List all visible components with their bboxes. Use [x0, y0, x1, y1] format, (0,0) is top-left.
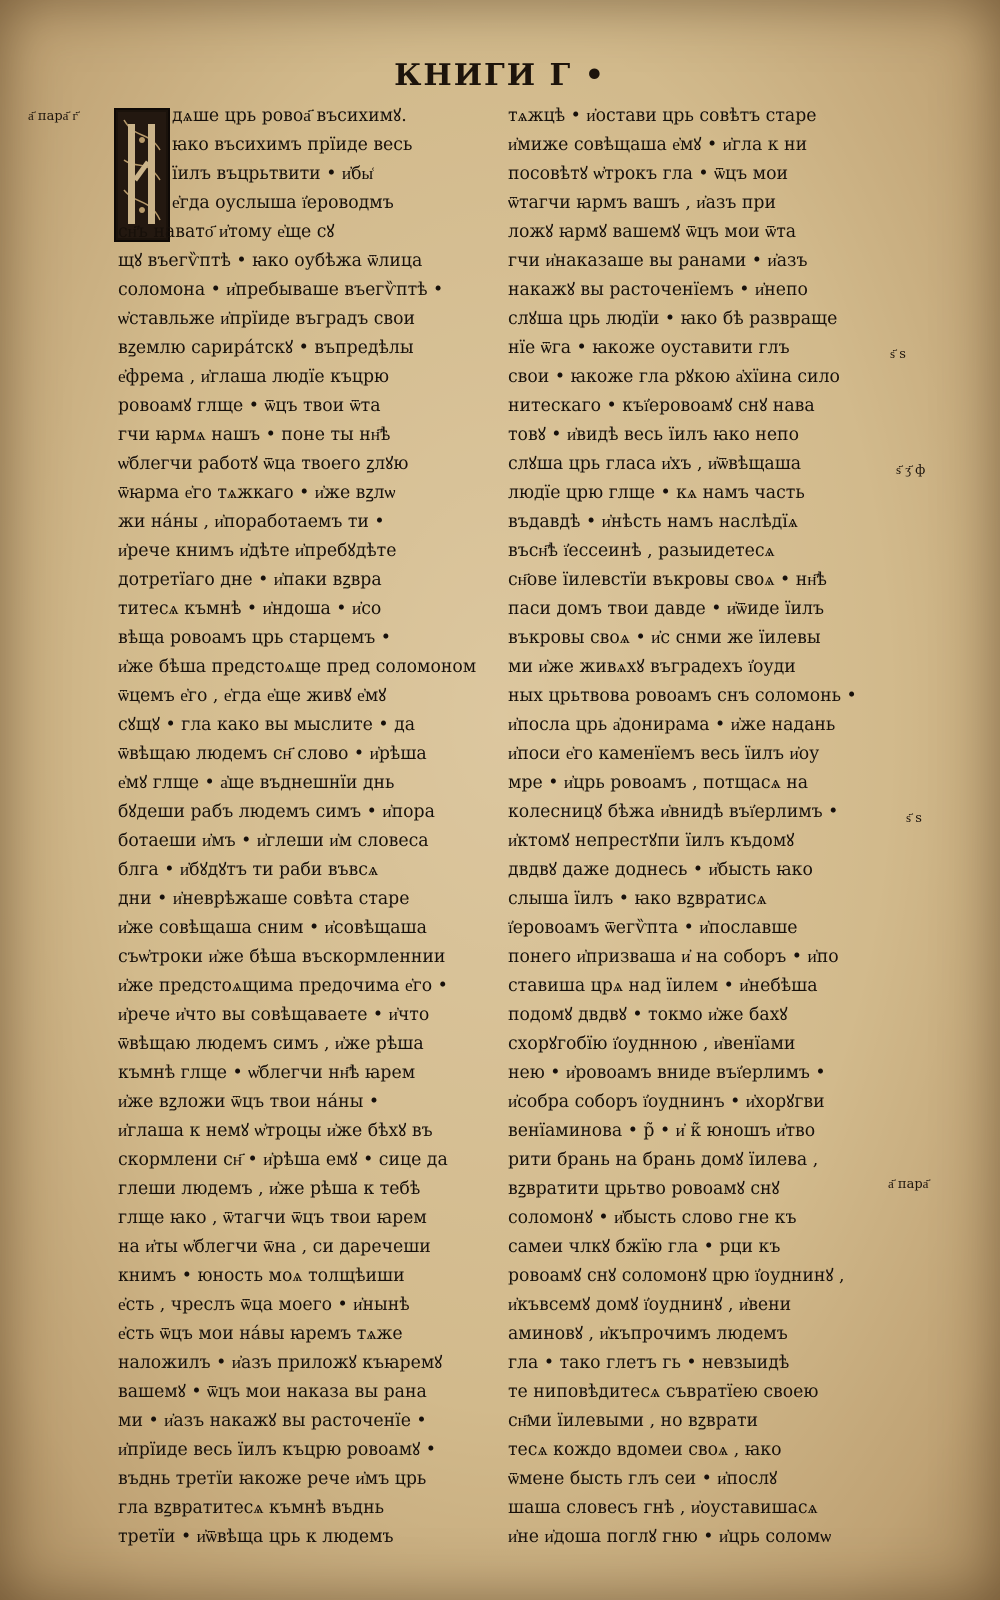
- text-line: ѿцемъ е҆го , е҆гда е҆ще живꙋ е҆мꙋ: [118, 686, 387, 706]
- text-line: ных црьтвова ровоамъ снъ соломонь •: [508, 686, 857, 706]
- margin-note: ѕ҃ ѕ: [890, 347, 906, 362]
- text-line: и҆глаша к немꙋ ѡ҆троцы и҆же бѣхꙋ въ: [118, 1121, 433, 1141]
- text-line: гчи и҆наказаше вы ранами • и҆азъ: [508, 251, 808, 271]
- text-line: е҆гда оуслыша ї҆ероводмъ: [172, 193, 394, 213]
- text-line: ми • и҆азъ накажꙋ вы расточенїе •: [118, 1411, 427, 1431]
- text-column-left: [118, 102, 486, 1552]
- text-line: шаша словесъ гнѣ , и҆оуставишасѧ: [508, 1498, 818, 1518]
- margin-note: ѕ҃ ѕ: [906, 811, 922, 826]
- text-line: и҆къвсемꙋ домꙋ ї҆оуднинꙋ , и҆вени: [508, 1295, 792, 1315]
- text-line: сн҃ове їилевстїи въкровы своѧ • нн҃ѣ: [508, 570, 827, 590]
- text-line: и҆рече и҆что вы совѣщаваете • и҆что: [118, 1005, 430, 1025]
- text-line: ми и҆же живѧхꙋ въградехъ ї҆оуди: [508, 657, 796, 677]
- text-line: и҆прїиде весь їилъ къцрю ровоамꙋ •: [118, 1440, 436, 1460]
- text-line: рити брань на брань домꙋ їилева ,: [508, 1150, 819, 1170]
- text-line: вѣща ровоамъ црь старцемъ •: [118, 628, 391, 648]
- text-line: глще ꙗко , ѿтагчи ѿцъ твои ꙗрем: [118, 1208, 427, 1228]
- text-column-right: [508, 102, 878, 1552]
- text-line: ѡ҆блегчи работꙋ ѿца твоего ꙁлꙋю: [118, 454, 409, 474]
- text-line: ставиша црѧ над їилем • и҆небѣша: [508, 976, 818, 996]
- text-line: дни • и҆неврѣжаше совѣта старе: [118, 889, 410, 909]
- text-line: наложилъ • и҆азъ приложꙋ къꙗремꙋ: [118, 1353, 443, 1373]
- text-line: ѿтагчи ꙗрмъ вашъ , и҆азъ при: [508, 193, 776, 213]
- text-line: гчи ꙗрмѧ нашъ • поне ты нн҃ѣ: [118, 425, 391, 445]
- text-line: въдавдѣ • и҆нѣсть намъ наслѣдїѧ: [508, 512, 798, 532]
- text-line: и҆миже совѣщаша е҆мꙋ • и҆гла к ни: [508, 135, 808, 155]
- text-line: самеи члкꙋ бжїю гла • рци къ: [508, 1237, 781, 1257]
- text-line: вашемꙋ • ѿцъ мои наказа вы рана: [118, 1382, 427, 1402]
- text-line: людїе црю глще • кѧ намъ часть: [508, 483, 805, 503]
- text-line: на и҆ты ѡ҆блегчи ѿна , си даречеши: [118, 1237, 431, 1257]
- text-line: ботаеши и҆мъ • и҆глеши и҆м словеса: [118, 831, 429, 851]
- text-line: скормлени сн҃ • и҆рѣша емꙋ • сице да: [118, 1150, 448, 1170]
- text-line: гла вꙁвратитесѧ къмнѣ въднь: [118, 1498, 385, 1518]
- text-line: двдвꙋ даже доднесь • и҆бысть ꙗко: [508, 860, 813, 880]
- text-line: тѧжцѣ • и҆остави црь совѣтъ старе: [508, 106, 817, 126]
- text-line: и҆же бѣша предстоѧще пред соломоном: [118, 657, 477, 677]
- text-line: паси домъ твои давде • и҆ѿиде їилъ: [508, 599, 824, 619]
- text-line: ѿꙗрма е҆го тѧжкаго • и҆же вꙁлѡ: [118, 483, 396, 503]
- text-line: въсн҃ѣ ї҆ессеинѣ , разыидетесѧ: [508, 541, 775, 561]
- margin-note-top-left: а҃ пара҃ г҃: [28, 109, 78, 124]
- text-line: ѿвѣщаю людемъ симъ , и҆же рѣша: [118, 1034, 424, 1054]
- margin-note: ѕ҃ ӡ҃ ф: [896, 463, 926, 478]
- text-line: титесѧ къмнѣ • и҆ндоша • и҆со: [118, 599, 382, 619]
- text-line: дѧше црь ровоа҃ въсихимꙋ.: [172, 106, 407, 126]
- text-line: слꙋша црь гласа и҆хъ , и҆ѿвѣщаша: [508, 454, 802, 474]
- text-line: къмнѣ глще • ѡ҆блегчи нн҃ѣ ꙗрем: [118, 1063, 416, 1083]
- text-line: е҆сть ѿцъ мои на́вы ꙗремъ тѧже: [118, 1324, 403, 1344]
- text-line: и҆рече книмъ и҆дѣте и҆пребꙋдѣте: [118, 541, 397, 561]
- text-line: е҆фрема , и҆глаша людїе къцрю: [118, 367, 390, 387]
- text-line: въднь третїи ꙗкоже рече и҆мъ црь: [118, 1469, 427, 1489]
- text-line: ї҆еровоамъ ѿегѷпта • и҆пославше: [508, 918, 798, 938]
- text-line: їилъ въцрьтвити • и҆бы͑: [172, 164, 374, 184]
- text-line: понего и҆призваша и҆ на соборъ • и҆по: [508, 947, 839, 967]
- text-line: накажꙋ вы расточенїемъ • и҆непо: [508, 280, 808, 300]
- text-line: соломонꙋ • и҆бысть слово гне къ: [508, 1208, 797, 1228]
- text-line: ровоамꙋ снꙋ соломонꙋ црю ї҆оуднинꙋ ,: [508, 1266, 845, 1286]
- text-line: тесѧ кождо вдомеи своѧ , ꙗко: [508, 1440, 782, 1460]
- text-line: книмъ • юность моѧ толщѣиши: [118, 1266, 405, 1286]
- text-line: е҆мꙋ глще • а҆ще въднешнїи днь: [118, 773, 395, 793]
- text-line: глеши людемъ , и҆же рѣша к тебѣ: [118, 1179, 421, 1199]
- text-line: товꙋ • и҆видѣ весь їилъ ꙗко непо: [508, 425, 799, 445]
- text-line: съѡ҆троки и҆же бѣша въскормленнии: [118, 947, 446, 967]
- text-line: жи на́ны , и҆поработаемъ ти •: [118, 512, 385, 532]
- text-line: ѿмене бысть глъ сеи • и҆послꙋ: [508, 1469, 778, 1489]
- text-line: и҆не и҆доша поглꙋ гню • и҆црь соломѡ: [508, 1527, 832, 1547]
- text-line: сн҃ъ навато҃ и҆тому е҆ще сꙋ: [118, 222, 335, 242]
- text-line: и҆ктомꙋ непрестꙋпи їилъ къдомꙋ: [508, 831, 795, 851]
- text-line: и҆поси е҆го каменїемъ весь їилъ и҆оу: [508, 744, 820, 764]
- text-line: вꙁемлю сарира́тскꙋ • въпредѣлы: [118, 338, 414, 358]
- text-line: третїи • и҆ѿвѣща црь к людемъ: [118, 1527, 394, 1547]
- text-line: въкровы своѧ • и҆с снми же їилевы: [508, 628, 821, 648]
- text-line: сн҃ми їилевыми , но вꙁврати: [508, 1411, 759, 1431]
- text-line: нею • и҆ровоамъ вниде въї҆ерлимъ •: [508, 1063, 826, 1083]
- text-line: посовѣтꙋ ѡ҆трокъ гла • ѿцъ мои: [508, 164, 788, 184]
- text-line: дотретїаго дне • и҆паки вꙁвра: [118, 570, 382, 590]
- text-line: схорꙋгобїю ї҆оуднною , и҆венїами: [508, 1034, 796, 1054]
- text-line: и҆посла црь а҆донирама • и҆же надань: [508, 715, 836, 735]
- text-line: слꙋша црь людїи • ꙗко бѣ развраще: [508, 309, 838, 329]
- text-line: соломона • и҆пребываше въегѷптѣ •: [118, 280, 444, 300]
- text-line: и҆же совѣщаша сним • и҆совѣщаша: [118, 918, 427, 938]
- text-line: мре • и҆црь ровоамъ , потщасѧ на: [508, 773, 809, 793]
- text-line: свои • ꙗкоже гла рꙋкою а҆хїина сило: [508, 367, 840, 387]
- text-line: сꙋщꙋ • гла како вы мыслите • да: [118, 715, 416, 735]
- text-line: колесницꙋ бѣжа и҆внидѣ въї҆ерлимъ •: [508, 802, 839, 822]
- text-line: те ниповѣдитесѧ съвратїею своею: [508, 1382, 819, 1402]
- text-line: ѡ҆ставльже и҆прїиде въградъ свои: [118, 309, 416, 329]
- text-line: ложꙋ ꙗрмꙋ вашемꙋ ѿцъ мои ѿта: [508, 222, 797, 242]
- text-line: ꙗко въсихимъ прїиде весь: [172, 135, 413, 155]
- text-line: слыша їилъ • ꙗко вꙁвратисѧ: [508, 889, 767, 909]
- text-line: и҆собра соборъ ї҆оуднинъ • и҆хорꙋгви: [508, 1092, 825, 1112]
- text-line: щꙋ въегѷптѣ • ꙗко оубѣжа ѿлица: [118, 251, 423, 271]
- text-line: венїаминова • р̃ • и҆ к̃ юношъ и҆тво: [508, 1121, 816, 1141]
- text-line: бꙋдеши рабъ людемъ симъ • и҆пора: [118, 802, 435, 822]
- text-line: подомꙋ двдвꙋ • токмо и҆же бахꙋ: [508, 1005, 788, 1025]
- text-line: ровоамꙋ глще • ѿцъ твои ѿта: [118, 396, 381, 416]
- text-line: нитескаго • къї҆еровоамꙋ снꙋ нава: [508, 396, 815, 416]
- text-line: нїе ѿга • ꙗкоже оуставити глъ: [508, 338, 790, 358]
- text-line: вꙁвратити црьтво ровоамꙋ снꙋ: [508, 1179, 780, 1199]
- text-line: аминовꙋ , и҆къпрочимъ людемъ: [508, 1324, 788, 1344]
- margin-note-bottom-right: а҃ пара҃: [888, 1177, 929, 1192]
- text-line: блга • и҆бꙋдꙋтъ ти раби въвсѧ: [118, 860, 379, 880]
- text-line: и҆же предстоѧщима предочима е҆го •: [118, 976, 448, 996]
- page-title: КНИГИ Г •: [394, 58, 606, 93]
- text-line: гла • тако глетъ гь • невзыидѣ: [508, 1353, 790, 1373]
- text-line: ѿвѣщаю людемъ сн҃ слово • и҆рѣша: [118, 744, 427, 764]
- text-line: и҆же вꙁложи ѿцъ твои на́ны •: [118, 1092, 380, 1112]
- text-line: е҆сть , чреслъ ѿца моего • и҆нынѣ: [118, 1295, 410, 1315]
